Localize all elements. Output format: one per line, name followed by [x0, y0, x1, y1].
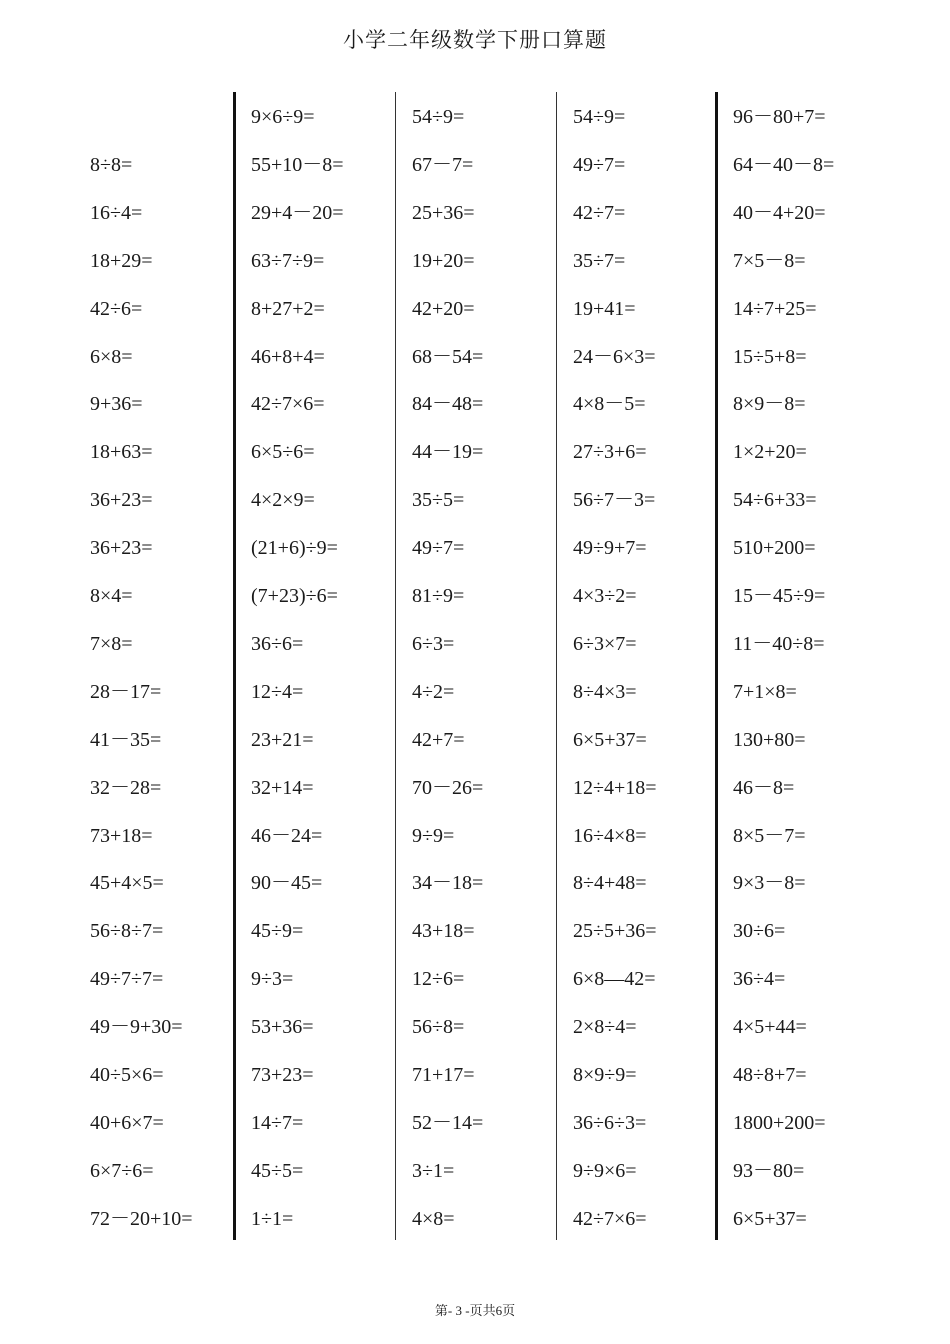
arithmetic-problem: 49÷7÷7= — [90, 968, 164, 991]
arithmetic-problem: 4×5+44= — [733, 1016, 807, 1039]
arithmetic-problem: 7×8= — [90, 632, 133, 655]
arithmetic-problem: 6×5+37= — [733, 1207, 807, 1230]
arithmetic-problem: 67－7= — [412, 153, 474, 176]
arithmetic-problem: 71+17= — [412, 1064, 475, 1086]
arithmetic-problem: 25+36= — [412, 201, 475, 224]
arithmetic-problem: 16÷4= — [90, 201, 143, 224]
arithmetic-problem: 56÷8= — [412, 1016, 465, 1039]
arithmetic-problem: 72－20+10= — [90, 1207, 193, 1230]
arithmetic-problem: 8+27+2= — [251, 297, 325, 320]
arithmetic-problem: 16÷4×8= — [573, 824, 647, 847]
arithmetic-problem: 40÷5×6= — [90, 1064, 164, 1086]
arithmetic-problem: 7×5－8= — [733, 249, 806, 272]
arithmetic-problem: 44－19= — [412, 441, 484, 464]
column-divider — [715, 92, 718, 1240]
arithmetic-problem: 35÷5= — [412, 489, 465, 512]
arithmetic-problem: 70－26= — [412, 776, 484, 799]
arithmetic-problem: 19+41= — [573, 297, 636, 320]
arithmetic-problem: 45+4×5= — [90, 872, 164, 895]
arithmetic-problem: 25÷5+36= — [573, 920, 657, 943]
arithmetic-problem: 6÷3= — [412, 632, 455, 655]
arithmetic-problem: 29+4－20= — [251, 201, 344, 224]
arithmetic-problem: 46－8= — [733, 776, 795, 799]
arithmetic-problem: 8÷4+48= — [573, 872, 647, 895]
arithmetic-problem: 41－35= — [90, 728, 162, 751]
arithmetic-problem: 9÷3= — [251, 968, 294, 991]
arithmetic-problem: 27÷3+6= — [573, 441, 647, 464]
arithmetic-problem: 6×8—42= — [573, 968, 656, 991]
arithmetic-problem: 49÷7= — [412, 537, 465, 560]
arithmetic-problem: 4×8= — [412, 1207, 455, 1230]
arithmetic-problem: 40－4+20= — [733, 201, 826, 224]
arithmetic-problem: 9÷9×6= — [573, 1159, 637, 1182]
arithmetic-problem: 56÷7－3= — [573, 489, 656, 512]
arithmetic-problem: 63÷7÷9= — [251, 249, 325, 272]
arithmetic-problem: 45÷5= — [251, 1159, 304, 1182]
arithmetic-problem: 24－6×3= — [573, 345, 656, 368]
arithmetic-problem: 1÷1= — [251, 1207, 294, 1230]
arithmetic-problem: 46+8+4= — [251, 345, 325, 368]
page-footer: 第- 3 -页共6页 — [434, 1303, 516, 1318]
arithmetic-problem: 73+23= — [251, 1064, 314, 1086]
arithmetic-problem: 1800+200= — [733, 1111, 826, 1134]
arithmetic-problem: 64－40－8= — [733, 153, 835, 176]
arithmetic-problem: 510+200= — [733, 537, 816, 560]
arithmetic-problem: 84－48= — [412, 393, 484, 416]
arithmetic-problem: 12÷4+18= — [573, 776, 657, 799]
arithmetic-problem: 68－54= — [412, 345, 484, 368]
arithmetic-problem: 48÷8+7= — [733, 1064, 807, 1086]
arithmetic-problem: 40+6×7= — [90, 1111, 164, 1134]
arithmetic-problem: 28－17= — [90, 680, 162, 703]
arithmetic-problem: 43+18= — [412, 920, 475, 943]
arithmetic-problem: 36÷4= — [733, 968, 786, 991]
arithmetic-problem: 6÷3×7= — [573, 632, 637, 655]
arithmetic-problem: 4×3÷2= — [573, 585, 637, 607]
arithmetic-problem: 42+20= — [412, 297, 475, 320]
arithmetic-problem: 42÷7= — [573, 201, 626, 224]
arithmetic-problem: 23+21= — [251, 728, 314, 751]
arithmetic-problem: 19+20= — [412, 249, 475, 272]
arithmetic-problem: 12÷6= — [412, 968, 465, 991]
arithmetic-problem: 73+18= — [90, 824, 153, 847]
arithmetic-problem: 4×8－5= — [573, 393, 646, 416]
arithmetic-problem: 2×8÷4= — [573, 1016, 637, 1039]
arithmetic-problem: 93－80= — [733, 1159, 805, 1182]
arithmetic-problem: 42÷6= — [90, 297, 143, 320]
arithmetic-problem: 32+14= — [251, 776, 314, 799]
arithmetic-problem: 45÷9= — [251, 920, 304, 943]
arithmetic-problem: 35÷7= — [573, 249, 626, 272]
arithmetic-problem: 54÷9= — [573, 106, 626, 128]
arithmetic-problem: 81÷9= — [412, 585, 465, 607]
arithmetic-problem: (7+23)÷6= — [251, 585, 338, 607]
arithmetic-problem: 34－18= — [412, 872, 484, 895]
arithmetic-problem: 9÷9= — [412, 824, 455, 847]
arithmetic-problem: 11－40÷8= — [733, 632, 825, 655]
arithmetic-problem: 49÷9+7= — [573, 537, 647, 560]
arithmetic-problem: 6×5÷6= — [251, 441, 315, 464]
arithmetic-problem: 42÷7×6= — [573, 1207, 647, 1230]
arithmetic-problem: 3÷1= — [412, 1159, 455, 1182]
arithmetic-problem: 90－45= — [251, 872, 323, 895]
arithmetic-problem: 8×5－7= — [733, 824, 806, 847]
arithmetic-problem: 54÷6+33= — [733, 489, 817, 512]
arithmetic-problem: 55+10－8= — [251, 153, 344, 176]
arithmetic-problem: 53+36= — [251, 1016, 314, 1039]
arithmetic-problem: 15－45÷9= — [733, 585, 826, 607]
arithmetic-problem: 18+29= — [90, 249, 153, 272]
arithmetic-problem: 49÷7= — [573, 153, 626, 176]
arithmetic-problem: 49－9+30= — [90, 1016, 183, 1039]
arithmetic-problem: 15÷5+8= — [733, 345, 807, 368]
arithmetic-problem: 36+23= — [90, 537, 153, 560]
arithmetic-problem: 32－28= — [90, 776, 162, 799]
arithmetic-problem: 8×9－8= — [733, 393, 806, 416]
arithmetic-problem: 1×2+20= — [733, 441, 807, 464]
arithmetic-problem: 52－14= — [412, 1111, 484, 1134]
arithmetic-problem: 30÷6= — [733, 920, 786, 943]
arithmetic-problem: 36÷6= — [251, 632, 304, 655]
page-title: 小学二年级数学下册口算题 — [343, 28, 607, 52]
arithmetic-problem: 14÷7= — [251, 1111, 304, 1134]
arithmetic-problem: 36÷6÷3= — [573, 1111, 647, 1134]
column-divider — [233, 92, 236, 1240]
arithmetic-problem: 9×6÷9= — [251, 106, 315, 128]
column-divider — [395, 92, 396, 1240]
column-divider — [556, 92, 557, 1240]
arithmetic-problem: 4÷2= — [412, 680, 455, 703]
arithmetic-problem: 12÷4= — [251, 680, 304, 703]
arithmetic-problem: 14÷7+25= — [733, 297, 817, 320]
arithmetic-problem: 18+63= — [90, 441, 153, 464]
arithmetic-problem: 96－80+7= — [733, 106, 826, 128]
arithmetic-problem: 46－24= — [251, 824, 323, 847]
arithmetic-problem: 36+23= — [90, 489, 153, 512]
arithmetic-problem: 56÷8÷7= — [90, 920, 164, 943]
arithmetic-problem: 9×3－8= — [733, 872, 806, 895]
arithmetic-problem: 9+36= — [90, 393, 143, 416]
arithmetic-problem: 42÷7×6= — [251, 393, 325, 416]
arithmetic-problem: 6×8= — [90, 345, 133, 368]
arithmetic-problem: 8÷8= — [90, 153, 133, 176]
arithmetic-problem: 54÷9= — [412, 106, 465, 128]
arithmetic-problem: 130+80= — [733, 728, 806, 751]
arithmetic-problem: 6×7÷6= — [90, 1159, 154, 1182]
arithmetic-problem: 8×4= — [90, 585, 133, 607]
arithmetic-problem: 42+7= — [412, 728, 465, 751]
arithmetic-problem: 8×9÷9= — [573, 1064, 637, 1086]
arithmetic-problem: 6×5+37= — [573, 728, 647, 751]
arithmetic-problem: 7+1×8= — [733, 680, 797, 703]
arithmetic-problem: 4×2×9= — [251, 489, 315, 512]
arithmetic-problem: 8÷4×3= — [573, 680, 637, 703]
arithmetic-problem: (21+6)÷9= — [251, 537, 338, 560]
